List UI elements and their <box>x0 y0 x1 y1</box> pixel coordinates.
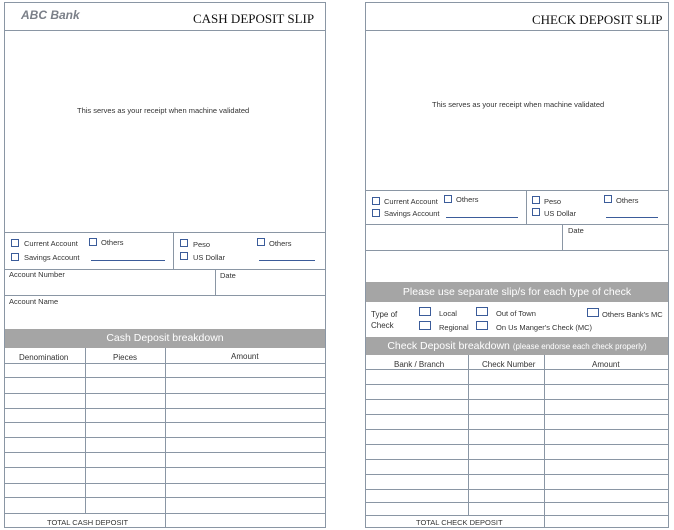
table-row-line <box>5 467 325 468</box>
table-row-line <box>5 483 325 484</box>
table-row-line <box>366 414 668 415</box>
check-account-field[interactable] <box>366 225 560 249</box>
table-row-line <box>366 399 668 400</box>
regional-checkbox[interactable] <box>419 321 431 330</box>
check-others-account-checkbox[interactable] <box>444 195 452 203</box>
check-peso-checkbox[interactable] <box>532 196 540 204</box>
check-date-field[interactable] <box>564 235 666 249</box>
check-slip-title: CHECK DEPOSIT SLIP <box>532 12 663 27</box>
table-row-line <box>366 384 668 385</box>
local-checkbox[interactable] <box>419 307 431 316</box>
on-us-checkbox[interactable] <box>476 321 488 330</box>
check-others-account-field[interactable] <box>446 217 518 218</box>
total-cash-amount-field[interactable] <box>167 514 323 526</box>
table-row-line <box>366 474 668 475</box>
local-label: Local <box>439 309 457 318</box>
cash-breakdown-header: Cash Deposit breakdown <box>5 329 325 348</box>
cash-deposit-slip <box>4 2 326 528</box>
peso-label: Peso <box>193 240 211 249</box>
receipt-note: This serves as your receipt when machine validated <box>77 106 250 115</box>
check-savings-account-checkbox[interactable] <box>372 209 380 217</box>
table-row-line <box>366 459 668 460</box>
on-us-label: On Us Manger's Check (MC) <box>496 323 593 332</box>
table-row-line <box>5 363 325 364</box>
table-row-line <box>366 444 668 445</box>
total-check-label: TOTAL CHECK DEPOSIT <box>416 518 503 527</box>
table-row-line <box>366 369 668 370</box>
account-number-field[interactable] <box>5 277 213 293</box>
table-row-line <box>366 502 668 503</box>
check-others-currency-field[interactable] <box>606 217 658 218</box>
current-account-checkbox[interactable] <box>11 239 19 247</box>
cash-slip-title: CASH DEPOSIT SLIP <box>193 11 315 26</box>
savings-account-label: Savings Account <box>24 253 80 262</box>
total-check-amount-field[interactable] <box>546 516 666 526</box>
date-label: Date <box>220 271 236 280</box>
out-of-town-checkbox[interactable] <box>476 307 488 316</box>
out-of-town-label: Out of Town <box>496 309 536 318</box>
type-of-check-label-2: Check <box>371 321 394 330</box>
savings-account-checkbox[interactable] <box>11 253 19 261</box>
check-peso-label: Peso <box>544 197 562 206</box>
table-row-line <box>366 489 668 490</box>
peso-checkbox[interactable] <box>180 239 188 247</box>
col-pieces: Pieces <box>113 353 138 362</box>
check-breakdown-note: (please endorse each check properly) <box>512 342 647 351</box>
col-denomination: Denomination <box>19 353 69 362</box>
col-amount: Amount <box>231 352 259 361</box>
check-date-label: Date <box>568 226 584 235</box>
account-name-label: Account Name <box>9 297 59 306</box>
table-row-line <box>366 429 668 430</box>
regional-label: Regional <box>439 323 469 332</box>
check-savings-account-label: Savings Account <box>384 209 440 218</box>
col-bank-branch: Bank / Branch <box>394 360 445 369</box>
check-deposit-slip <box>365 2 669 528</box>
current-account-label: Current Account <box>24 239 78 248</box>
others-account-label: Others <box>101 238 124 247</box>
check-receipt-note: This serves as your receipt when machine validated <box>432 100 605 109</box>
table-row-line <box>5 377 325 378</box>
check-others-account-label: Others <box>456 195 479 204</box>
table-row-line <box>5 452 325 453</box>
others-account-field[interactable] <box>91 260 165 261</box>
account-name-field[interactable] <box>5 307 323 327</box>
others-bank-mc-label: Others Bank's MC <box>602 310 663 319</box>
table-row-line <box>5 497 325 498</box>
separate-slip-banner: Please use separate slip/s for each type of check <box>366 282 668 302</box>
check-current-account-checkbox[interactable] <box>372 197 380 205</box>
table-row-line <box>5 393 325 394</box>
us-dollar-label: US Dollar <box>193 253 226 262</box>
table-row-line <box>5 422 325 423</box>
check-others-currency-label: Others <box>616 196 639 205</box>
check-us-dollar-checkbox[interactable] <box>532 208 540 216</box>
total-cash-label: TOTAL CASH DEPOSIT <box>47 518 129 527</box>
col-check-amount: Amount <box>592 360 620 369</box>
date-field[interactable] <box>217 279 323 293</box>
table-row-line <box>5 408 325 409</box>
account-number-label: Account Number <box>9 270 65 279</box>
others-currency-field[interactable] <box>259 260 315 261</box>
type-of-check-label-1: Type of <box>371 310 398 319</box>
table-row-line <box>5 437 325 438</box>
us-dollar-checkbox[interactable] <box>180 252 188 260</box>
check-breakdown-title: Check Deposit breakdown <box>387 340 510 352</box>
bank-logo: ABC Bank <box>21 8 80 22</box>
others-currency-checkbox[interactable] <box>257 238 265 246</box>
check-breakdown-header <box>366 337 668 355</box>
check-us-dollar-label: US Dollar <box>544 209 577 218</box>
check-current-account-label: Current Account <box>384 197 438 206</box>
col-check-number: Check Number <box>482 360 536 369</box>
others-account-checkbox[interactable] <box>89 238 97 246</box>
check-others-currency-checkbox[interactable] <box>604 195 612 203</box>
others-bank-mc-checkbox[interactable] <box>587 308 599 317</box>
check-account-name-field[interactable] <box>366 251 668 281</box>
others-currency-label: Others <box>269 239 292 248</box>
